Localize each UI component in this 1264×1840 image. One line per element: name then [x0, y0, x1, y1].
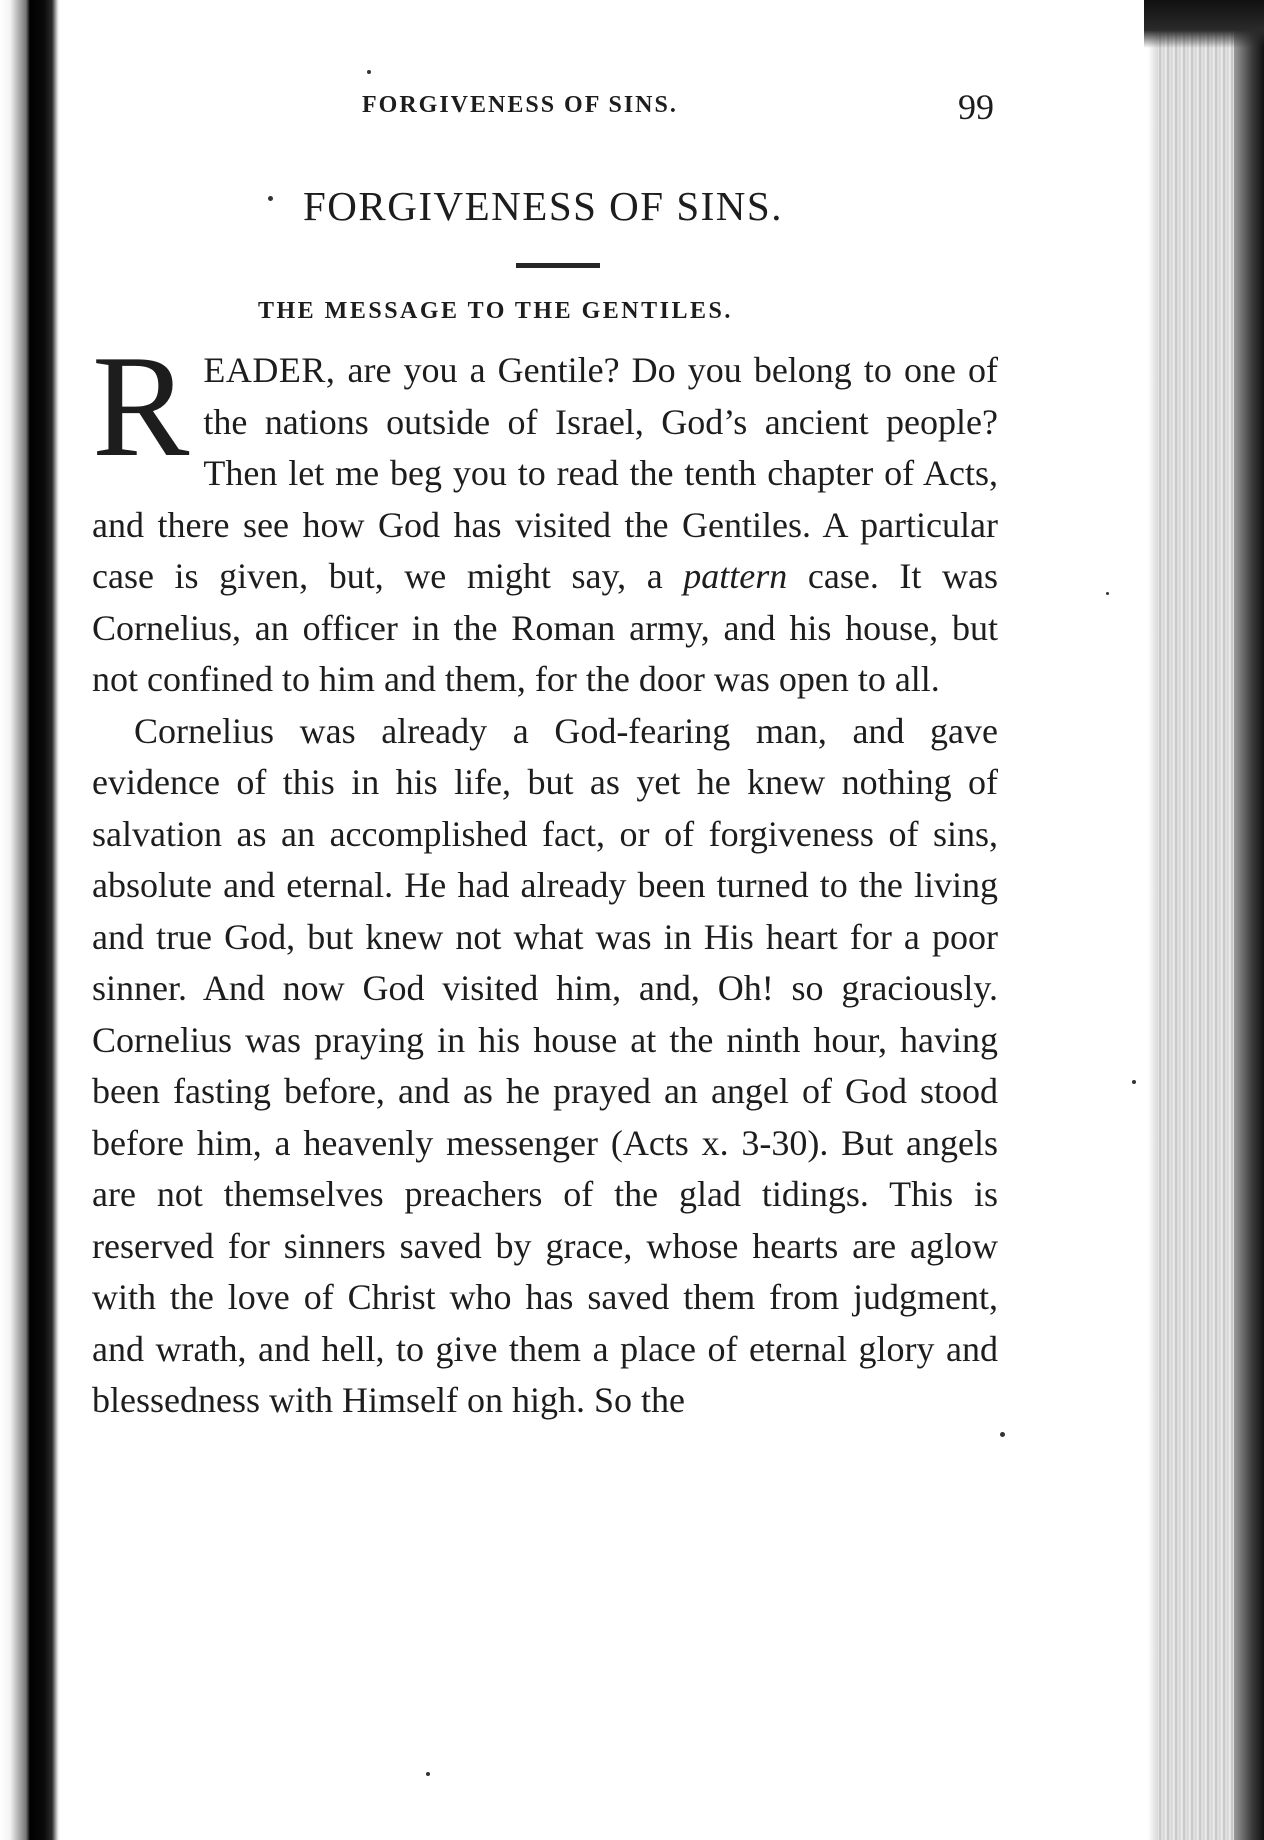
- scan-top-corner-shadow: [1144, 0, 1264, 48]
- running-head: FORGIVENESS OF SINS.: [362, 92, 678, 118]
- body-text: [92, 325, 999, 1427]
- paragraph-1-text: are you a Gentile? Do you belong to one of the nations outside of Israel, God’s ancient people? Then let me beg you to read the tenth chapter of Acts, and there see how God has visited the Gentiles. A particular case is given, but, we might say, a: [92, 350, 999, 596]
- book-page: [60, 0, 1150, 1840]
- paragraph-2: Cornelius was already a God-fearing man, and gave evidence of this in his life, but as yet he knew nothing of salvation as an accomplished fact, or of forgiveness of sins, absolute and eternal. He had already been turned to the living and true God, but knew not what was in His heart for a poor sinner. And now God visited him, and, Oh! so graciously. Cornelius was praying in his house at the ninth hour, having been fasting before, and as he prayed an angel of God stood before him, a heavenly messenger (Acts x. 3-30). But angels are not themselves preachers of the glad tidings. This is reserved for sinners saved by grace, whose hearts are aglow with the love of Christ who has saved them from judgment, and wrath, and hell, to give them a place of eternal glory and blessedness with Himself on high. So the: [92, 710, 998, 1420]
- chapter-title: FORGIVENESS OF SINS.: [303, 183, 783, 229]
- paragraph-1: [92, 325, 999, 706]
- drop-cap: R: [92, 325, 190, 487]
- page-number: 99: [958, 87, 994, 127]
- scan-right-page-edges: [1156, 0, 1264, 1840]
- paragraph-1-first-word: EADER,: [203, 350, 336, 390]
- title-rule-divider: [516, 263, 600, 268]
- paragraph-1-italic-word: pattern: [683, 556, 788, 596]
- scan-left-binding-edge: [0, 0, 60, 1840]
- paragraph-1-text-end: case. It was Cornelius, an officer in the Roman army, and his house, but not confined to him and them, for the door was open to all.: [92, 556, 998, 699]
- section-subtitle: THE MESSAGE TO THE GENTILES.: [258, 298, 733, 324]
